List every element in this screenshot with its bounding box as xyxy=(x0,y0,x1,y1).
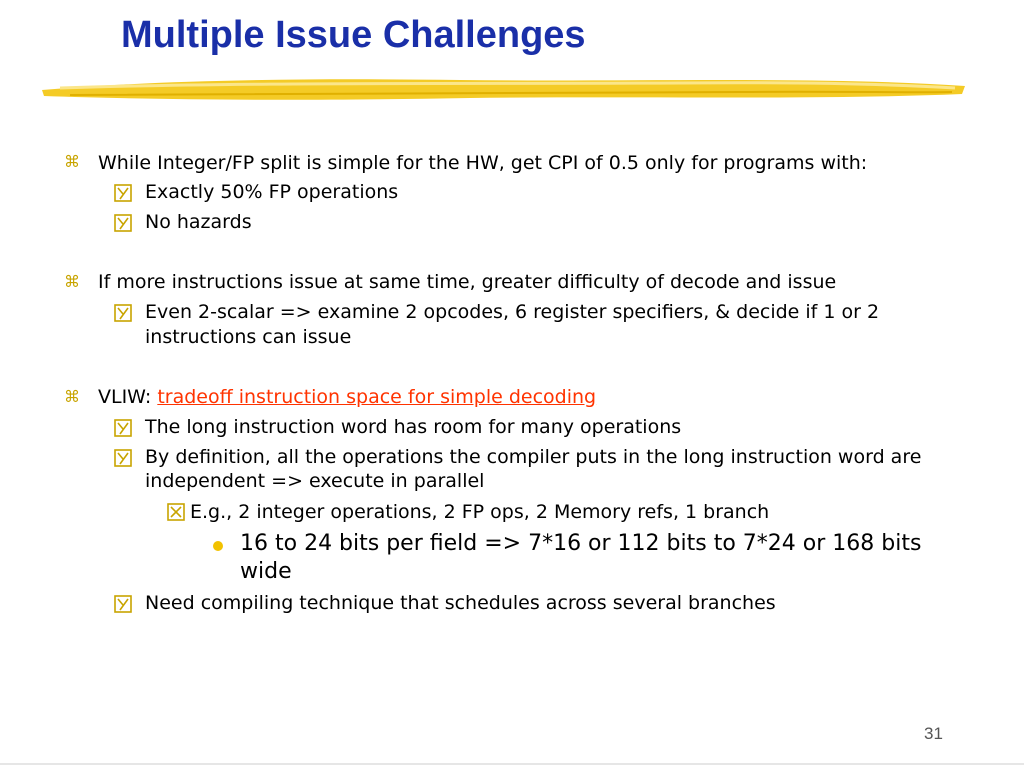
title-underline-swoosh xyxy=(40,68,970,108)
dot-bullet-icon xyxy=(213,541,223,551)
bullet-2-text: If more instructions issue at same time, greater difficulty of decode and issue xyxy=(98,271,837,293)
checkbox-y-icon xyxy=(114,449,132,467)
checkbox-y-icon xyxy=(114,595,132,613)
bullet-2-1-text-line2: instructions can issue xyxy=(145,326,352,348)
bullet-3-2-text-line1: By definition, all the operations the compiler puts in the long instruction word are xyxy=(145,446,922,468)
command-icon: ⌘ xyxy=(64,272,80,291)
bullet-1-text: While Integer/FP split is simple for the HW, get CPI of 0.5 only for programs with: xyxy=(98,152,868,174)
bullet-3-1-text: The long instruction word has room for many operations xyxy=(145,416,682,438)
bullet-3-text xyxy=(98,385,596,409)
command-icon: ⌘ xyxy=(64,152,80,171)
slide-title: Multiple Issue Challenges xyxy=(121,14,586,56)
bullet-3-2-text-line2: independent => execute in parallel xyxy=(145,470,485,492)
bullet-3-2-1-1-text-line2: wide xyxy=(240,559,292,584)
bullet-3-2-1-1-text-line1: 16 to 24 bits per field => 7*16 or 112 bits to 7*24 or 168 bits xyxy=(240,531,922,556)
bullet-3-2-1-text: E.g., 2 integer operations, 2 FP ops, 2 Memory refs, 1 branch xyxy=(190,501,770,523)
bullet-3-prefix: VLIW: xyxy=(98,386,158,408)
command-icon: ⌘ xyxy=(64,387,80,406)
checkbox-x-icon xyxy=(167,503,185,521)
vliw-tradeoff-link[interactable]: tradeoff instruction space for simple decoding xyxy=(157,386,597,408)
checkbox-y-icon xyxy=(114,304,132,322)
bullet-1-2-text: No hazards xyxy=(145,211,252,233)
page-number: 31 xyxy=(924,724,943,743)
checkbox-y-icon xyxy=(114,184,132,202)
bullet-1-1-text: Exactly 50% FP operations xyxy=(145,181,399,203)
bullet-2-1-text-line1: Even 2-scalar => examine 2 opcodes, 6 register specifiers, & decide if 1 or 2 xyxy=(145,301,880,323)
checkbox-y-icon xyxy=(114,214,132,232)
bullet-3-3-text: Need compiling technique that schedules across several branches xyxy=(145,592,776,614)
checkbox-y-icon xyxy=(114,419,132,437)
footer-divider xyxy=(0,763,1024,765)
